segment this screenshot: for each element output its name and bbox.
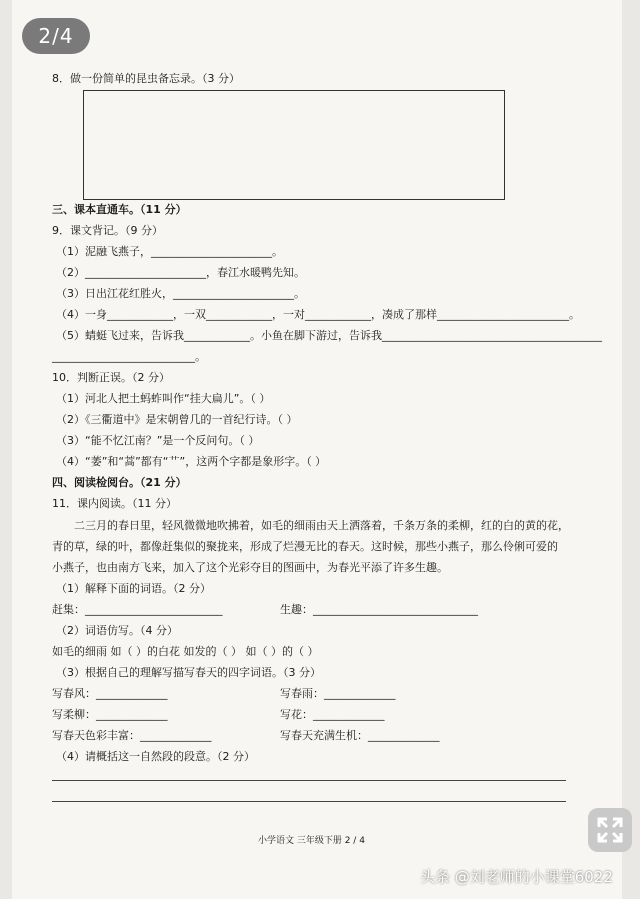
- q10-line3: （3）“能不忆江南？”是一个反问句。（ ）: [56, 434, 260, 447]
- expand-icon: [588, 808, 632, 852]
- q10-title: 10．判断正误。（2 分）: [52, 371, 170, 384]
- q11-s2-line: 如毛的细雨 如（ ）的白花 如发的（ ） 如（ ）的（ ）: [52, 645, 319, 658]
- q11-s1-b: 生趣：______________________________: [280, 603, 478, 616]
- q11-passage-line2: 青的草，绿的叶，都像赶集似的聚拢来，形成了烂漫无比的春天。这时候，那些小燕子，那么伶俐可爱的: [52, 540, 558, 553]
- q9-line2: （2）______________________，春江水暖鸭先知。: [56, 266, 305, 279]
- q9-title: 9．课文背记。（9 分）: [52, 224, 163, 237]
- watermark: 头条 @刘老师的小课堂6022: [420, 868, 613, 886]
- q9-line1: （1）泥融飞燕子，______________________。: [56, 245, 283, 258]
- answer-line: [52, 801, 566, 802]
- q11-passage-line1: 二三月的春日里，轻风微微地吹拂着，如毛的细雨由天上洒落着，千条万条的柔柳，红的白的黄的花，: [74, 519, 569, 532]
- q9-line3: （3）日出江花红胜火，______________________。: [56, 287, 305, 300]
- q11-s1-a: 赶集：_________________________: [52, 603, 223, 616]
- q9-line4: （4）一身____________，一双____________，一对____________，凑成了那样________________________。: [56, 308, 580, 321]
- q8-answer-box: [83, 90, 505, 200]
- q9-line5a: （5）蜻蜓飞过来，告诉我____________。小鱼在脚下游过，告诉我________________________________________: [56, 329, 602, 342]
- answer-line: [52, 780, 566, 781]
- q10-line1: （1）河北人把土蚂蚱叫作“挂大扁儿”。（ ）: [56, 392, 271, 405]
- q11-title: 11．课内阅读。（11 分）: [52, 497, 177, 510]
- q10-line2: （2）《三衢道中》是宋朝曾几的一首纪行诗。（ ）: [56, 413, 298, 426]
- page-footer: 小学语文 三年级下册 2 / 4: [258, 836, 365, 846]
- q11-passage-line3: 小燕子，也由南方飞来，加入了这个光彩夺目的图画中，为春光平添了许多生趣。: [52, 561, 448, 574]
- expand-button[interactable]: [588, 808, 632, 852]
- q11-s3-vitality: 写春天充满生机：_____________: [280, 729, 440, 742]
- q11-s2-title: （2）词语仿写。（4 分）: [56, 624, 178, 637]
- q11-s3-spring-wind: 写春风：_____________: [52, 687, 168, 700]
- page-indicator: 2/4: [22, 18, 90, 54]
- q11-s1-title: （1）解释下面的词语。（2 分）: [56, 582, 211, 595]
- q11-s3-colors: 写春天色彩丰富：_____________: [52, 729, 212, 742]
- q8-title: 8．做一份简单的昆虫备忘录。（3 分）: [52, 72, 240, 85]
- q11-s3-title: （3）根据自己的理解写描写春天的四字词语。（3 分）: [56, 666, 321, 679]
- section4-title: 四、阅读检阅台。（21 分）: [52, 476, 187, 489]
- q11-s3-flowers: 写花：_____________: [280, 708, 385, 721]
- section3-title: 三、课本直通车。（11 分）: [52, 203, 187, 216]
- q10-line4: （4）“萎”和“蒿”都有“艹”，这两个字都是象形字。（ ）: [56, 455, 327, 468]
- q11-s3-willow: 写柔柳：_____________: [52, 708, 168, 721]
- q11-s4-title: （4）请概括这一自然段的段意。（2 分）: [56, 750, 255, 763]
- q9-line5b: __________________________。: [52, 350, 206, 363]
- q11-s3-spring-rain: 写春雨：_____________: [280, 687, 396, 700]
